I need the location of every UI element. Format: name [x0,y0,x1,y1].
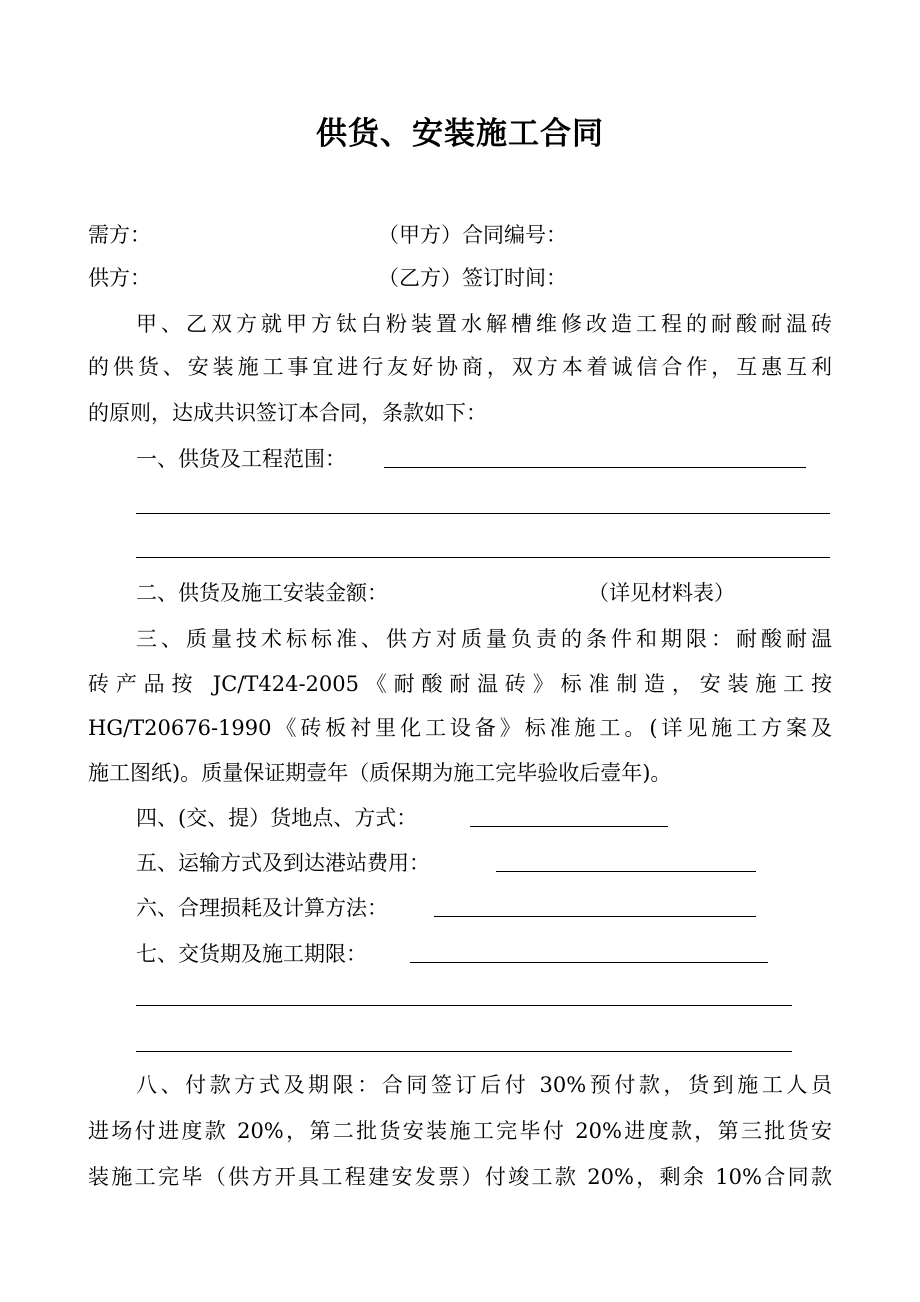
clause-6-blank[interactable] [434,916,756,917]
clause-1-blank-line-3[interactable] [136,557,830,558]
clause-7-label: 七、交货期及施工期限： [136,942,367,966]
clause-3-line-4: 施工图纸)。质量保证期壹年（质保期为施工完毕验收后壹年)。 [88,761,672,785]
contract-title: 供货、安装施工合同 [316,116,604,152]
clause-6-label: 六、合理损耗及计算方法： [136,896,388,920]
clause-1-blank[interactable] [384,467,806,468]
clause-5-blank[interactable] [496,871,756,872]
clause-3-line-1: 三、质量技术标标准、供方对质量负责的条件和期限：耐酸耐温 [136,627,832,651]
clause-2-note: （详见材料表） [588,581,735,605]
clause-3-line-2: 砖产品按 JC/T424-2005《耐酸耐温砖》标准制造，安装施工按 [88,672,832,696]
clause-1-label: 一、供货及工程范围： [136,447,346,471]
clause-4-label: 四、(交、提）货地点、方式： [136,806,418,830]
clause-2-label: 二、供货及施工安装金额： [136,581,388,605]
clause-8-line-1: 八、付款方式及期限：合同签订后付 30%预付款，货到施工人员 [136,1073,832,1097]
supplier-label: 供方： [88,266,151,290]
intro-line-2: 的供货、安装施工事宜进行友好协商，双方本着诚信合作，互惠互利 [88,355,832,379]
party-b-sign-time: （乙方）签订时间： [378,266,567,290]
intro-line-3: 的原则，达成共识签订本合同，条款如下： [88,401,487,425]
clause-7-blank-line-3[interactable] [136,1051,792,1052]
intro-line-1: 甲、乙双方就甲方钛白粉装置水解槽维修改造工程的耐酸耐温砖 [136,312,832,336]
clause-8-line-3: 装施工完毕（供方开具工程建安发票）付竣工款 20%，剩余 10%合同款 [88,1165,832,1189]
party-a-contract-no: （甲方）合同编号： [378,223,567,247]
clause-5-label: 五、运输方式及到达港站费用： [136,851,430,875]
clause-7-blank-line-2[interactable] [136,1005,792,1006]
clause-8-line-2: 进场付进度款 20%，第二批货安装施工完毕付 20%进度款，第三批货安 [88,1119,832,1143]
clause-7-blank[interactable] [410,962,768,963]
clause-4-blank[interactable] [470,826,668,827]
buyer-label: 需方： [88,223,151,247]
clause-3-line-3: HG/T20676-1990《砖板衬里化工设备》标准施工。(详见施工方案及 [88,716,832,740]
clause-1-blank-line-2[interactable] [136,513,830,514]
